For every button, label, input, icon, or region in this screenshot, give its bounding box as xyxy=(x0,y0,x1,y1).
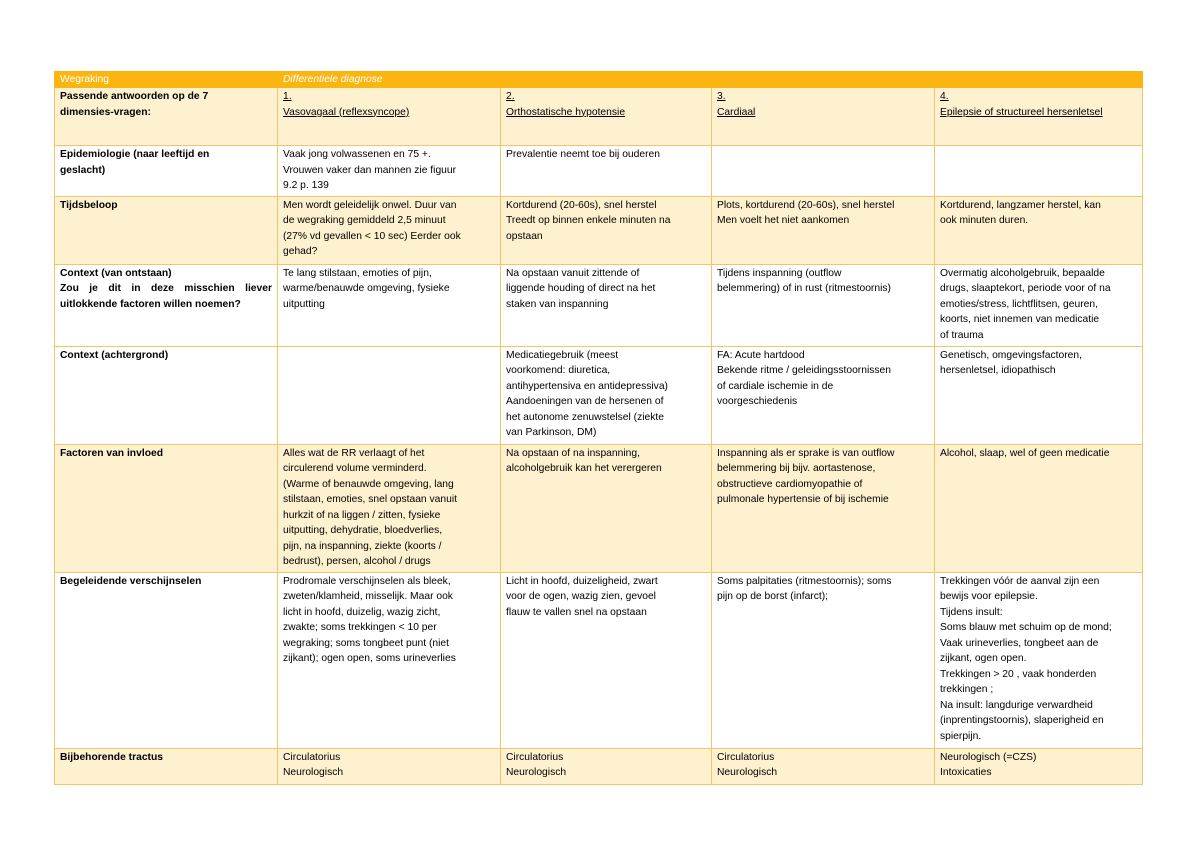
cell-tijdsbeloop-2: Kortdurend (20-60s), snel herstel Treedt op binnen enkele minuten na opstaan xyxy=(501,196,712,264)
cell-tractus-4: Neurologisch (=CZS) Intoxicaties xyxy=(935,748,1143,784)
cell-tractus-1: Circulatorius Neurologisch xyxy=(278,748,501,784)
diagnosis-number-2: 2. xyxy=(506,91,515,102)
diagnosis-header-1 xyxy=(278,88,501,146)
row-context-achtergrond xyxy=(55,346,1143,444)
context-ontstaan-title: Context (van ontstaan) xyxy=(60,267,172,279)
diagnosis-name-3: Cardiaal xyxy=(717,106,756,118)
cell-begeleidende-3: Soms palpitaties (ritmestoornis); soms pijn op de borst (infarct); xyxy=(712,572,935,748)
diagnosis-number-1: 1. xyxy=(283,91,292,102)
row-label-begeleidende-verschijnselen: Begeleidende verschijnselen xyxy=(55,572,278,748)
cell-factoren-3: Inspanning als er sprake is van outflow belemmering bij bijv. aortastenose, obstructieve cardiomyopathie of pulmonale hypertensie of bij ischemie xyxy=(712,444,935,572)
row-label-context-ontstaan xyxy=(55,264,278,346)
row-epidemiologie xyxy=(55,146,1143,197)
cell-context-achtergrond-4: Genetisch, omgevingsfactoren, hersenletsel, idiopathisch xyxy=(935,346,1143,444)
row-context-ontstaan xyxy=(55,264,1143,346)
cell-tijdsbeloop-1: Men wordt geleidelijk onwel. Duur van de wegraking gemiddeld 2,5 minuut (27% vd gevallen < 10 sec) Eerder ook gehad? xyxy=(278,196,501,264)
cell-tractus-2: Circulatorius Neurologisch xyxy=(501,748,712,784)
diagnosis-header-4 xyxy=(935,88,1143,146)
differential-diagnosis-table xyxy=(54,71,1143,785)
cell-factoren-4: Alcohol, slaap, wel of geen medicatie xyxy=(935,444,1143,572)
row-label-epidemiologie: Epidemiologie (naar leeftijd en geslacht) xyxy=(55,146,278,197)
diagnosis-name-2: Orthostatische hypotensie xyxy=(506,106,626,118)
diagnosis-number-4: 4. xyxy=(940,91,949,102)
diagnosis-header-3 xyxy=(712,88,935,146)
cell-factoren-2: Na opstaan of na inspanning, alcoholgebruik kan het verergeren xyxy=(501,444,712,572)
row-passende-antwoorden xyxy=(55,88,1143,146)
cell-factoren-1: Alles wat de RR verlaagt of het circulerend volume verminderd. (Warme of benauwde omgeving, lang stilstaan, emoties, snel opstaan vanuit hurkzit of na liggen / zitten, fysieke uitputting, dehydratie, bloedverlies, pijn, na inspanning, ziekte (koorts / bedrust), persen, alcohol / drugs xyxy=(278,444,501,572)
cell-epidemiologie-2: Prevalentie neemt toe bij ouderen xyxy=(501,146,712,197)
cell-context-achtergrond-3: FA: Acute hartdood Bekende ritme / geleidingsstoornissen of cardiale ischemie in de voorgeschiedenis xyxy=(712,346,935,444)
cell-tijdsbeloop-3: Plots, kortdurend (20-60s), snel herstel Men voelt het niet aankomen xyxy=(712,196,935,264)
header-differentiele-diagnose: Differentiele diagnose xyxy=(278,72,1143,88)
cell-context-achtergrond-1 xyxy=(278,346,501,444)
row-bijbehorende-tractus xyxy=(55,748,1143,784)
row-begeleidende-verschijnselen xyxy=(55,572,1143,748)
cell-context-achtergrond-2: Medicatiegebruik (meest voorkomend: diuretica, antihypertensiva en antidepressiva) Aandoeningen van de hersenen of het autonome zenuwstelsel (ziekte van Parkinson, DM) xyxy=(501,346,712,444)
header-wegraking: Wegraking xyxy=(55,72,278,88)
cell-context-ontstaan-2: Na opstaan vanuit zittende of liggende houding of direct na het staken van inspanning xyxy=(501,264,712,346)
row-label-tijdsbeloop: Tijdsbeloop xyxy=(55,196,278,264)
row-label-passende-antwoorden: Passende antwoorden op de 7 dimensies-vragen: xyxy=(55,88,278,146)
diagnosis-name-4: Epilepsie of structureel hersenletsel xyxy=(940,106,1103,118)
cell-epidemiologie-3 xyxy=(712,146,935,197)
diagnosis-header-2 xyxy=(501,88,712,146)
cell-context-ontstaan-1: Te lang stilstaan, emoties of pijn, warme/benauwde omgeving, fysieke uitputting xyxy=(278,264,501,346)
row-label-bijbehorende-tractus: Bijbehorende tractus xyxy=(55,748,278,784)
context-ontstaan-question: Zou je dit in deze misschien liever uitlokkende factoren willen noemen? xyxy=(60,283,272,310)
cell-context-ontstaan-4: Overmatig alcoholgebruik, bepaalde drugs, slaaptekort, periode voor of na emoties/stress, lichtflitsen, geuren, koorts, niet innemen van medicatie of trauma xyxy=(935,264,1143,346)
diagnosis-name-1: Vasovagaal (reflexsyncope) xyxy=(283,106,410,118)
cell-begeleidende-4: Trekkingen vóór de aanval zijn een bewijs voor epilepsie. Tijdens insult: Soms blauw met schuim op de mond; Vaak urineverlies, tongbeet aan de zijkant, ogen open. Trekkingen > 20 , vaak honderden trekkingen ; Na insult: langdurige verwardheid (inprentingstoornis), slaperigheid en spierpijn. xyxy=(935,572,1143,748)
cell-context-ontstaan-3: Tijdens inspanning (outflow belemmering) of in rust (ritmestoornis) xyxy=(712,264,935,346)
cell-tractus-3: Circulatorius Neurologisch xyxy=(712,748,935,784)
cell-epidemiologie-1: Vaak jong volwassenen en 75 +. Vrouwen vaker dan mannen zie figuur 9.2 p. 139 xyxy=(278,146,501,197)
header-row xyxy=(55,72,1143,88)
row-label-factoren-van-invloed: Factoren van invloed xyxy=(55,444,278,572)
cell-begeleidende-2: Licht in hoofd, duizeligheid, zwart voor de ogen, wazig zien, gevoel flauw te vallen snel na opstaan xyxy=(501,572,712,748)
row-label-context-achtergrond: Context (achtergrond) xyxy=(55,346,278,444)
row-tijdsbeloop xyxy=(55,196,1143,264)
cell-epidemiologie-4 xyxy=(935,146,1143,197)
cell-tijdsbeloop-4: Kortdurend, langzamer herstel, kan ook minuten duren. xyxy=(935,196,1143,264)
cell-begeleidende-1: Prodromale verschijnselen als bleek, zweten/klamheid, misselijk. Maar ook licht in hoofd, duizelig, wazig zicht, zwakte; soms trekkingen < 10 per wegraking; soms tongbeet punt (niet zijkant); ogen open, soms urineverlies xyxy=(278,572,501,748)
diagnosis-number-3: 3. xyxy=(717,91,726,102)
row-factoren-van-invloed xyxy=(55,444,1143,572)
